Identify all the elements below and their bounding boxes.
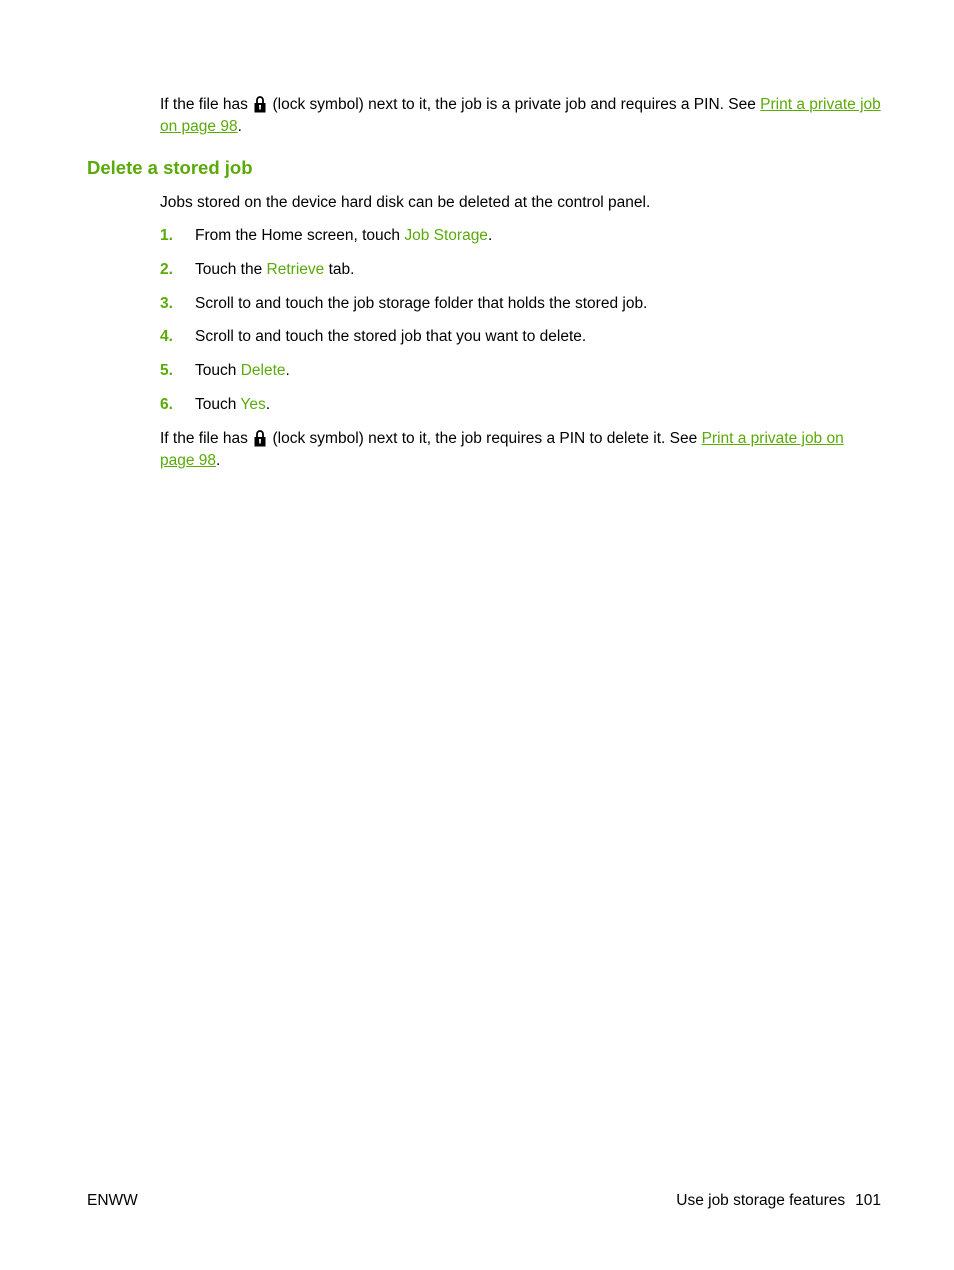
step-text: Touch the: [195, 261, 263, 278]
intro-paragraph: [160, 94, 890, 138]
step-highlight: Retrieve: [266, 261, 325, 278]
step-text: Touch: [195, 362, 237, 379]
intro-text-after-icon: (lock symbol) next to it, the job is a private job and requires a PIN. See: [272, 96, 756, 113]
step-number: 6.: [160, 396, 173, 413]
note-text-before-icon: If the file has: [160, 430, 248, 447]
print-private-job-link[interactable]: Print a private job on page 98: [160, 430, 844, 469]
step-text: Scroll to and touch the job storage folder that holds the stored job.: [195, 295, 648, 312]
step-text-after: .: [285, 362, 290, 379]
note-paragraph: [160, 428, 860, 472]
step-highlight: Yes: [240, 396, 266, 413]
page-number: 101: [855, 1192, 881, 1209]
print-private-job-link[interactable]: Print a private job on page 98: [160, 96, 881, 135]
step-number: 1.: [160, 227, 173, 244]
note-text-after-icon: (lock symbol) next to it, the job requires a PIN to delete it. See: [272, 430, 698, 447]
footer-section-title: Use job storage features: [676, 1192, 846, 1209]
intro-text-end: .: [237, 118, 242, 135]
step-text: Scroll to and touch the stored job that you want to delete.: [195, 328, 587, 345]
step-2: [160, 259, 880, 281]
step-text: Touch: [195, 396, 237, 413]
step-number: 2.: [160, 261, 173, 278]
step-number: 4.: [160, 328, 173, 345]
lock-icon: [254, 429, 266, 447]
step-3: [160, 293, 880, 315]
step-number: 3.: [160, 295, 173, 312]
step-5: [160, 360, 880, 382]
section-heading: Delete a stored job: [87, 157, 253, 178]
step-text-after: .: [265, 396, 271, 413]
step-1: [160, 225, 880, 247]
note-text-end: .: [216, 452, 221, 469]
footer-right: [676, 1192, 881, 1210]
footer-label: ENWW: [87, 1192, 138, 1209]
intro-text-before-icon: If the file has: [160, 96, 248, 113]
step-text-after: .: [487, 227, 493, 244]
lock-icon: [254, 95, 266, 113]
step-highlight: Delete: [240, 362, 286, 379]
step-6: [160, 394, 880, 416]
step-highlight: Job Storage: [404, 227, 488, 244]
step-4: [160, 326, 880, 348]
section-description: Jobs stored on the device hard disk can be deleted at the control panel.: [160, 194, 651, 211]
step-number: 5.: [160, 362, 173, 379]
step-text-after: tab.: [328, 261, 355, 278]
step-text: From the Home screen, touch: [195, 227, 401, 244]
